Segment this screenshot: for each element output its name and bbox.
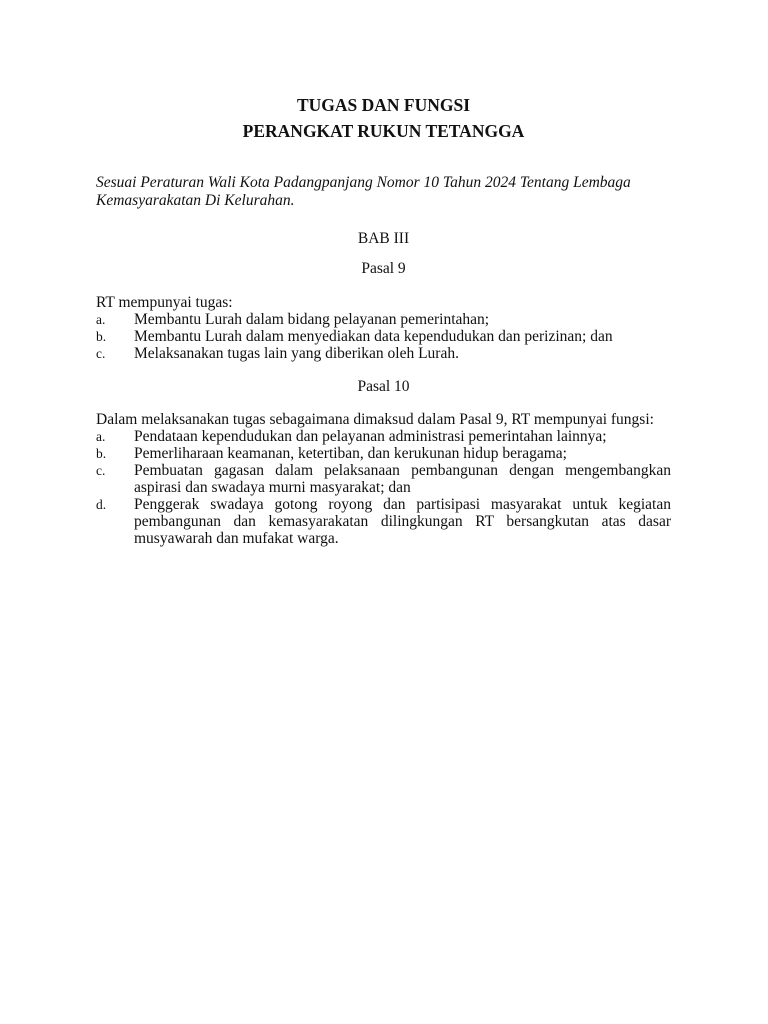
pasal-9-lead: RT mempunyai tugas: — [96, 294, 233, 311]
list-marker: a. — [96, 429, 106, 444]
list-marker: c. — [96, 463, 106, 478]
list-item-text: Pendataan kependudukan dan pelayanan administrasi pemerintahan lainnya; — [134, 428, 607, 445]
list-item — [96, 496, 671, 547]
pasal-10-heading: Pasal 10 — [357, 378, 410, 395]
pasal-10-list — [96, 428, 671, 547]
list-marker: a. — [96, 312, 106, 327]
pasal-10-lead: Dalam melaksanakan tugas sebagaimana dimaksud dalam Pasal 9, RT mempunyai fungsi: — [96, 411, 654, 428]
list-item — [96, 311, 671, 328]
list-marker: b. — [96, 446, 107, 461]
list-marker: b. — [96, 329, 107, 344]
list-item-text: Penggerak swadaya gotong royong dan partisipasi masyarakat untuk kegiatan pembangunan dan kemasyarakatan dilingkungan RT bersangkutan atas dasar musyawarah dan mufakat warga. — [134, 496, 671, 547]
pasal-9-list — [96, 311, 671, 362]
list-marker: d. — [96, 497, 107, 512]
intro-paragraph: Sesuai Peraturan Wali Kota Padangpanjang Nomor 10 Tahun 2024 Tentang Lembaga Kemasyarakatan Di Kelurahan. — [96, 174, 631, 209]
list-item-text: Melaksanakan tugas lain yang diberikan oleh Lurah. — [134, 345, 459, 362]
document-page — [96, 92, 671, 547]
list-item — [96, 345, 671, 362]
list-item-text: Pemerliharaan keamanan, ketertiban, dan kerukunan hidup beragama; — [134, 445, 567, 462]
list-item-text: Membantu Lurah dalam menyediakan data kependudukan dan perizinan; dan — [134, 328, 613, 345]
chapter-heading: BAB III — [357, 230, 410, 247]
list-marker: c. — [96, 346, 106, 361]
document-title-line-1: TUGAS DAN FUNGSI — [296, 95, 471, 115]
list-item — [96, 445, 671, 462]
list-item — [96, 428, 671, 445]
pasal-9-heading: Pasal 9 — [361, 260, 406, 277]
document-title-line-2: PERANGKAT RUKUN TETANGGA — [242, 121, 525, 141]
list-item — [96, 462, 671, 496]
list-item-text: Membantu Lurah dalam bidang pelayanan pemerintahan; — [134, 311, 490, 328]
list-item-text: Pembuatan gagasan dalam pelaksanaan pembangunan dengan mengembangkan aspirasi dan swadaya murni masyarakat; dan — [134, 462, 671, 496]
list-item — [96, 328, 671, 345]
